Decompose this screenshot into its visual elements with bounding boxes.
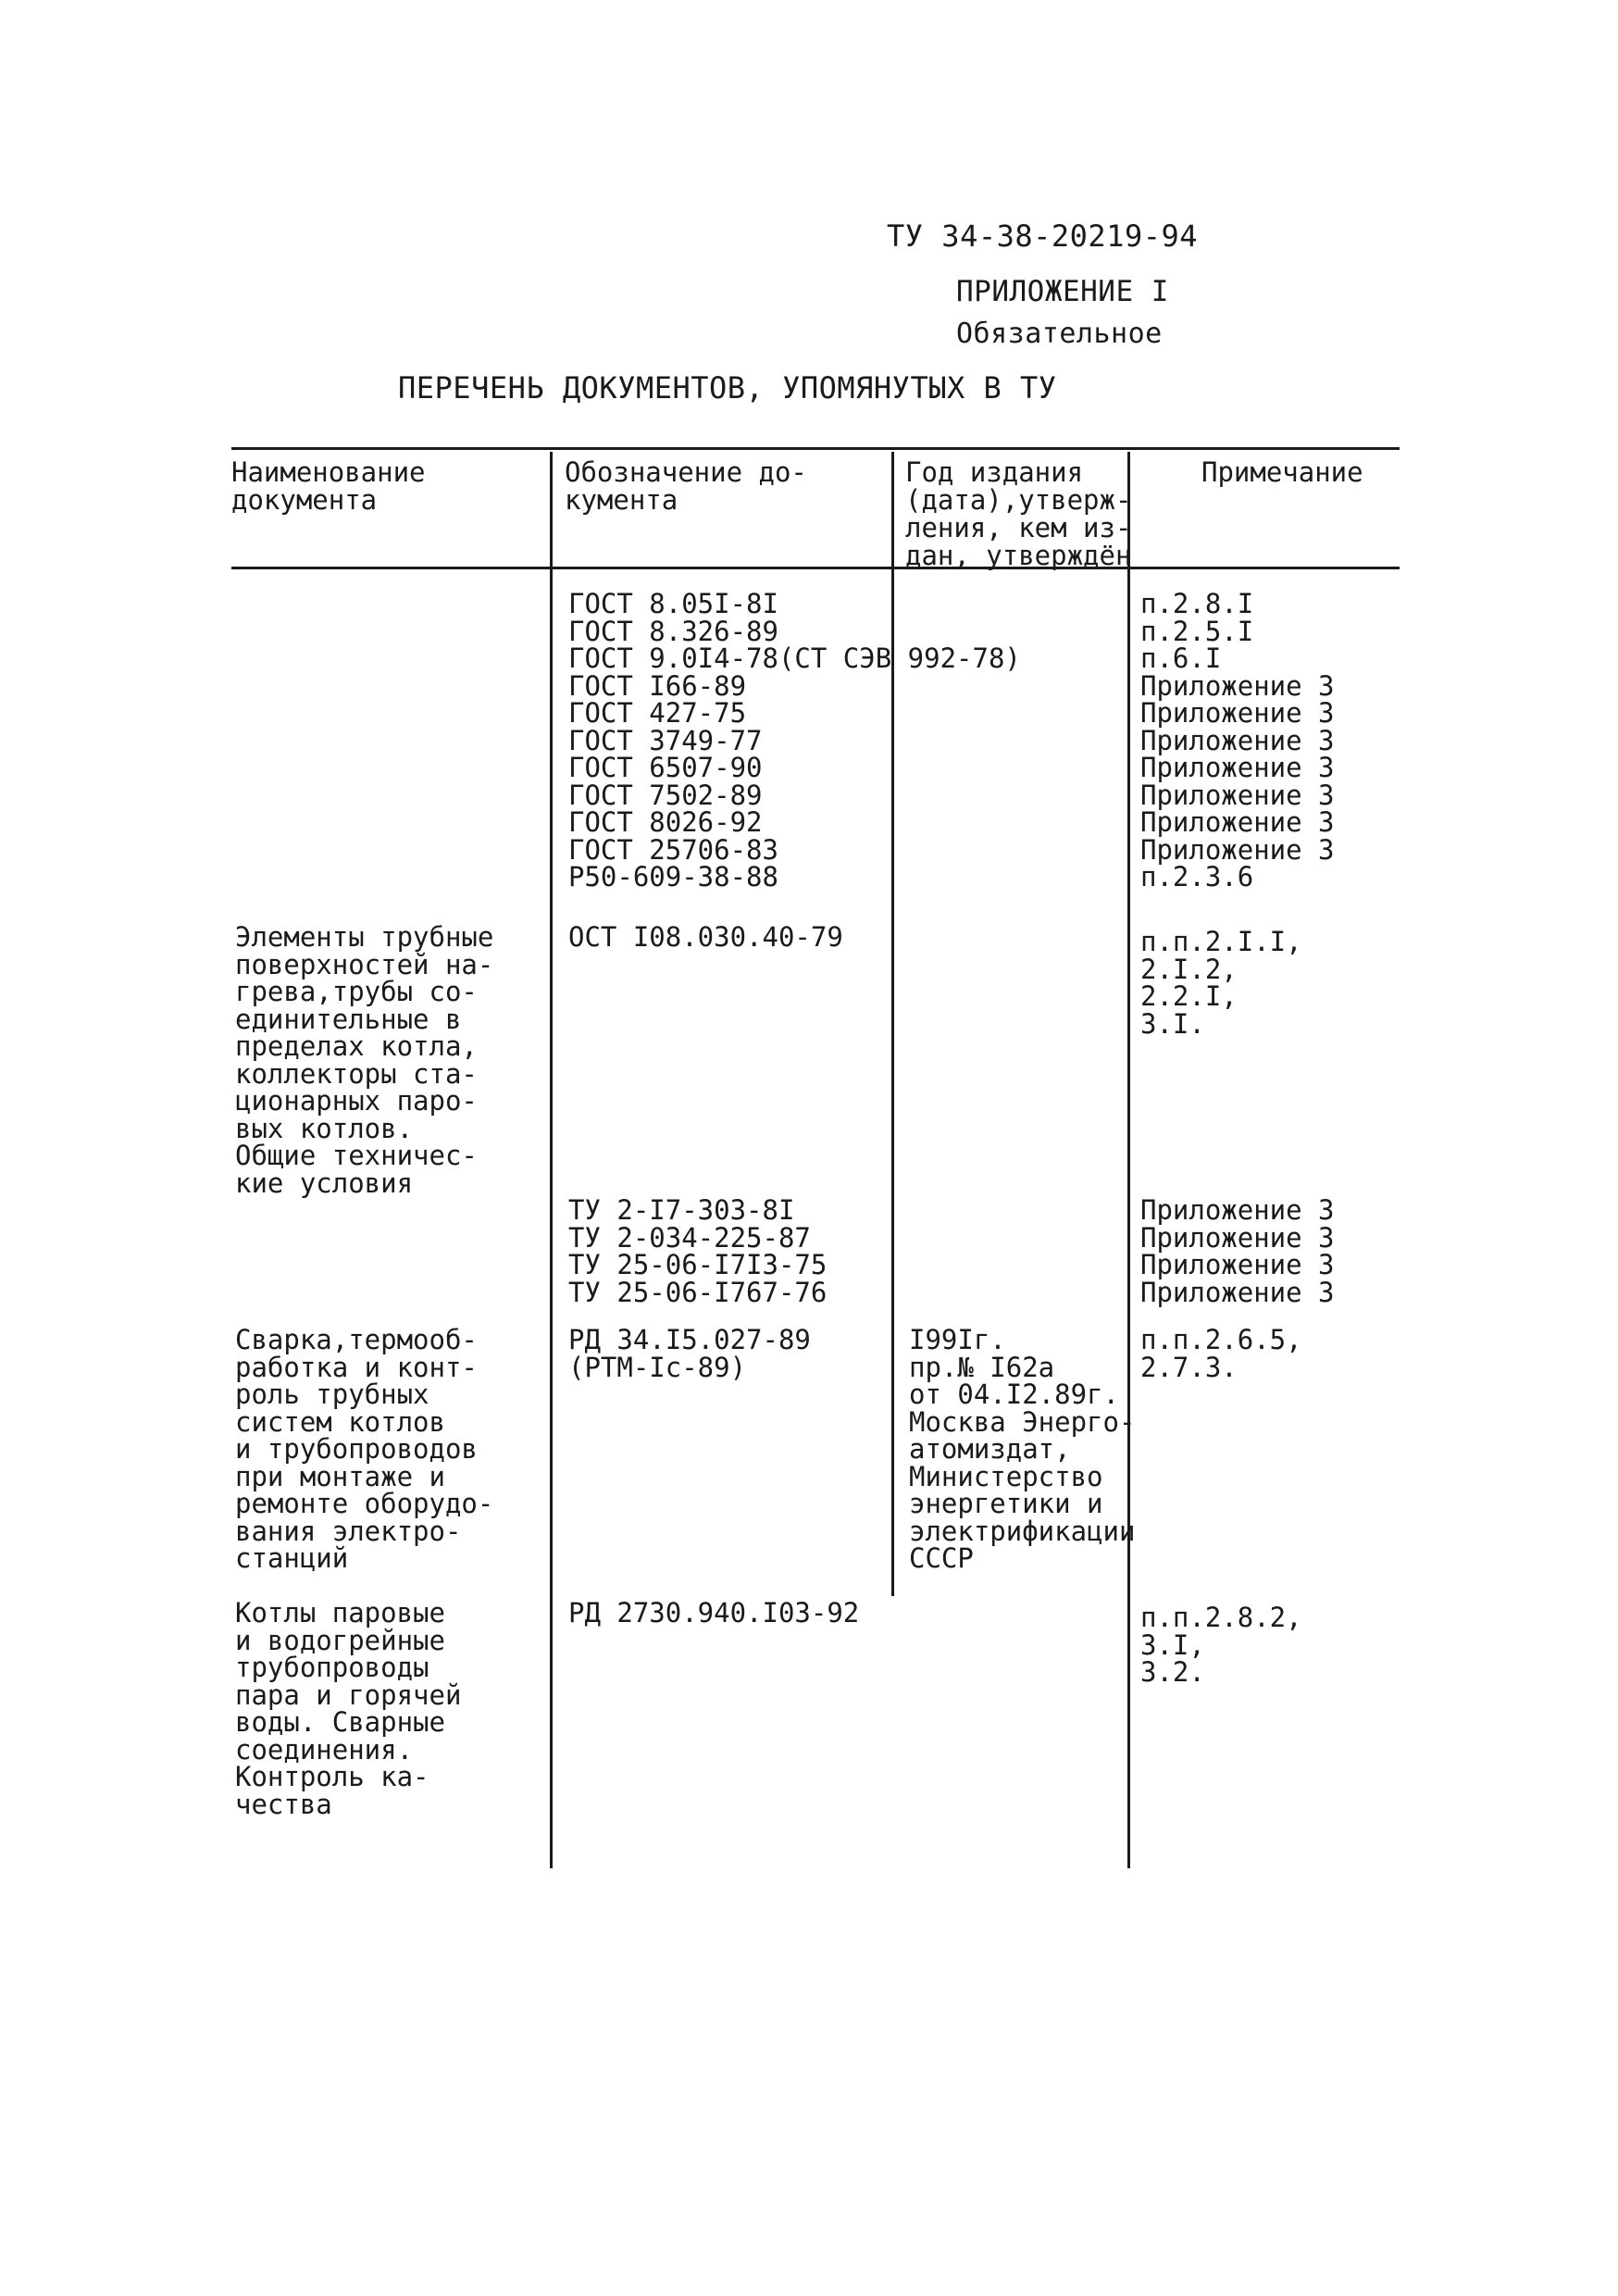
column-header-note: Примечание [1201, 456, 1363, 488]
table-row-year: I99Iг. пр.№ I62а от 04.I2.89г. Москва Энерго- атомиздат, Министерство энергетики и электрификации СССР [909, 1324, 1136, 1574]
table-row-name: Элементы трубные поверхностей на- грева,трубы со- единительные в пределах котла, коллекторы ста- ционарных паро- вых котлов. Общие техничес- кие условия [235, 921, 494, 1199]
table-row-note: п.2.8.I п.2.5.I п.6.I Приложение 3 Приложение 3 Приложение 3 Приложение 3 Приложение 3 Приложение 3 Приложение 3 п.2.3.6 [1140, 588, 1335, 892]
table-row-note: п.п.2.I.I, 2.I.2, 2.2.I, 3.I. [1140, 926, 1302, 1040]
appendix-label: ПРИЛОЖЕНИЕ I [956, 275, 1169, 308]
table-row-note: п.п.2.6.5, 2.7.3. [1140, 1324, 1302, 1383]
table-header-rule [231, 567, 1400, 569]
table-top-rule [231, 447, 1400, 450]
column-header-year: Год издания (дата),утверж- ления, кем из- дан, утверждён [905, 456, 1132, 571]
table-row-note: п.п.2.8.2, 3.I, 3.2. [1140, 1602, 1302, 1688]
table-row-note: Приложение 3 Приложение 3 Приложение 3 Приложение 3 [1140, 1194, 1335, 1308]
table-row-designation: ТУ 2-I7-303-8I ТУ 2-034-225-87 ТУ 25-06-I7I3-75 ТУ 25-06-I767-76 [568, 1194, 828, 1308]
table-row-name: Котлы паровые и водогрейные трубопроводы пара и горячей воды. Сварные соединения. Контроль ка- чества [235, 1597, 462, 1820]
list-title: ПЕРЕЧЕНЬ ДОКУМЕНТОВ, УПОМЯНУТЫХ В ТУ [398, 370, 1057, 406]
appendix-status: Обязательное [956, 318, 1163, 350]
table-row-designation: РД 2730.940.I03-92 [568, 1597, 860, 1628]
table-row-designation: РД 34.I5.027-89 (РТМ-Iс-89) [568, 1324, 811, 1383]
table-row-designation: ГОСТ 8.05I-8I ГОСТ 8.326-89 ГОСТ 9.0I4-78(СТ СЭВ 992-78) ГОСТ I66-89 ГОСТ 427-75 ГОСТ 3749-77 ГОСТ 6507-90 ГОСТ 7502-89 ГОСТ 8026-92 ГОСТ 25706-83 Р50-609-38-88 [568, 588, 1021, 892]
column-header-name: Наименование документа [231, 456, 426, 516]
table-row-name: Сварка,термооб- работка и конт- роль трубных систем котлов и трубопроводов при монтаже и ремонте оборудо- вания электро- станций [235, 1324, 494, 1574]
column-divider-3 [1127, 452, 1130, 1868]
column-header-designation: Обозначение до- кумента [565, 456, 807, 516]
table-row-designation: ОСТ I08.030.40-79 [568, 921, 843, 953]
column-divider-1 [550, 452, 553, 1868]
document-code: ТУ 34-38-20219-94 [887, 218, 1199, 254]
